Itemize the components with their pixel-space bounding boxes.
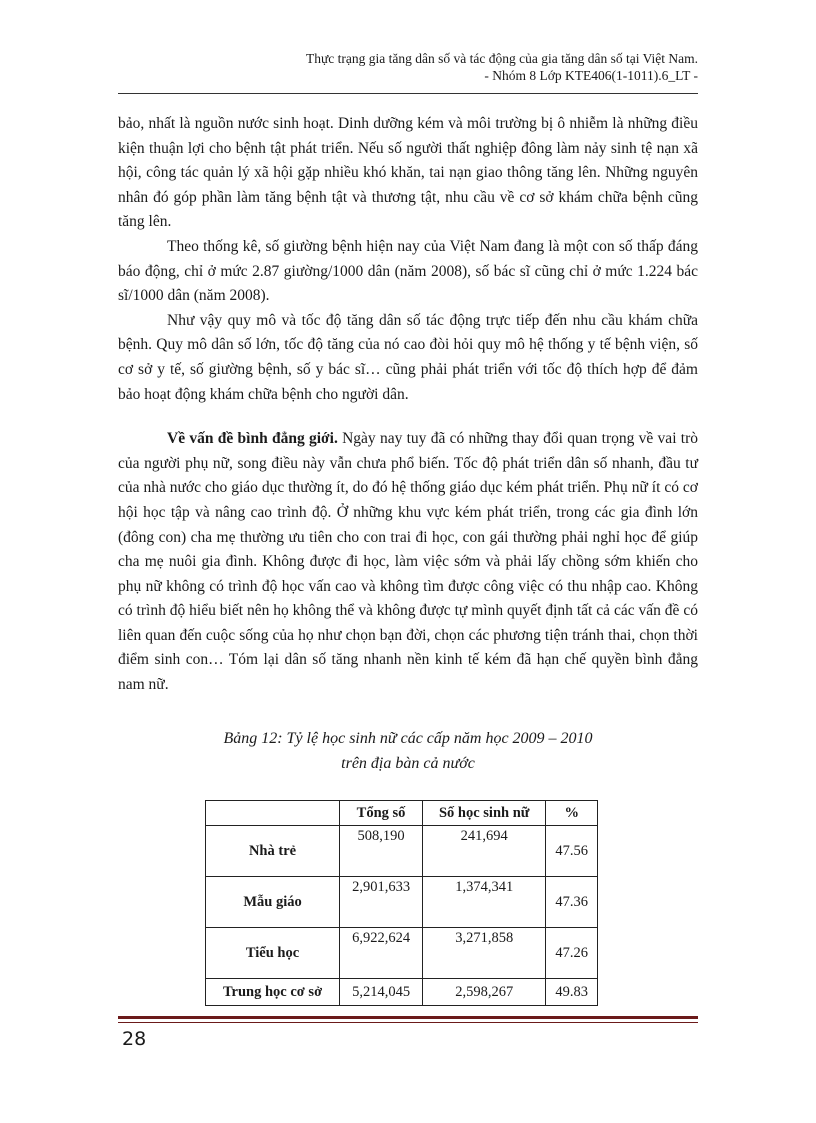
header-title: Thực trạng gia tăng dân số và tác động của gia tăng dân số tại Việt Nam. [305, 51, 698, 66]
cell-percent: 47.36 [546, 877, 598, 928]
row-label: Mẫu giáo [206, 877, 340, 928]
paragraph-1: bảo, nhất là nguồn nước sinh hoạt. Dinh dưỡng kém và môi trường bị ô nhiễm là những điều kiện thuận lợi cho bệnh tật phát triển. Nếu số người thất nghiệp đông làm nảy sinh tệ nạn xã hội, công tác quản lý xã hội gặp nhiều khó khăn, tai nạn giao thông tăng lên. Những nguyên nhân đó góp phần làm tăng bệnh tật và thương tật, nhu cầu về cơ sở khám chữa bệnh cũng tăng lên. [118, 115, 698, 231]
header-group: - Nhóm 8 Lớp KTE406(1-1011).6_LT - [484, 68, 698, 83]
table-caption [118, 726, 698, 776]
female-students-table [205, 800, 598, 1006]
cell-total: 508,190 [340, 826, 423, 877]
table-header-row [206, 801, 598, 826]
cell-percent: 47.56 [546, 826, 598, 877]
paragraph-4-text: Ngày nay tuy đã có những thay đổi quan trọng về vai trò của người phụ nữ, song điều này vẫn chưa phổ biến. Tốc độ phát triển dân số nhanh, đầu tư của nhà nước cho giáo dục thường ít, do đó hệ thống giáo dục kém phát triển. Phụ nữ ít có cơ hội học tập và nâng cao trình độ. Ở những khu vực kém phát triển, trong các gia đình lớn (đông con) cha mẹ thường ưu tiên cho con trai đi học, con gái thường phải nghỉ học để giúp cha mẹ nuôi gia đình. Không được đi học, làm việc sớm và phải lấy chồng sớm khiến cho phụ nữ không có trình độ học vấn cao và không tìm được công việc có thu nhập cao. Không có trình độ hiểu biết nên họ không thể và không được tự mình quyết định tất cả các vấn đề có liên quan đến cuộc sống của họ như chọn bạn đời, chọn các phương tiện tránh thai, chọn thời điểm sinh con… Tóm lại dân số tăng nhanh nền kinh tế kém đã hạn chế quyền bình đẳng nam nữ. [118, 430, 698, 694]
row-label: Nhà trẻ [206, 826, 340, 877]
cell-total: 2,901,633 [340, 877, 423, 928]
row-label: Trung học cơ sở [206, 979, 340, 1006]
page-number: 28 [122, 1028, 147, 1050]
header-cell-blank [206, 801, 340, 826]
paragraph-4 [118, 427, 698, 698]
table-row [206, 979, 598, 1006]
paragraph-3: Như vậy quy mô và tốc độ tăng dân số tác động trực tiếp đến nhu cầu khám chữa bệnh. Quy mô dân số lớn, tốc độ tăng của nó cao đòi hỏi quy mô hệ thống y tế bệnh viện, số cơ sở y tế, số giường bệnh, số y bác sĩ… cũng phải phát triển với tốc độ thích hợp để đảm bảo hoạt động khám chữa bệnh cho người dân. [118, 311, 698, 403]
body-text [118, 112, 698, 698]
header-cell-percent: % [546, 801, 598, 826]
cell-female: 3,271,858 [423, 928, 546, 979]
cell-female: 241,694 [423, 826, 546, 877]
cell-female: 1,374,341 [423, 877, 546, 928]
cell-total: 6,922,624 [340, 928, 423, 979]
paragraph-2: Theo thống kê, số giường bệnh hiện nay của Việt Nam đang là một con số thấp đáng báo động, chỉ ở mức 2.87 giường/1000 dân (năm 2008), số bác sĩ cũng chỉ ở mức 1.224 bác sĩ/1000 dân (năm 2008). [118, 237, 698, 305]
cell-total: 5,214,045 [340, 979, 423, 1006]
table-row [206, 826, 598, 877]
header-cell-female: Số học sinh nữ [423, 801, 546, 826]
table-caption-line-1: Bảng 12: Tỷ lệ học sinh nữ các cấp năm học 2009 – 2010 [223, 730, 593, 747]
table-caption-line-2: trên địa bàn cả nước [341, 755, 475, 772]
running-header [118, 50, 698, 84]
paragraph-4-lead: Về vấn đề bình đẳng giới. [167, 430, 338, 448]
footer-rule-thick [118, 1016, 698, 1019]
header-cell-total: Tổng số [340, 801, 423, 826]
footer-rule-thin [118, 1022, 698, 1023]
cell-percent: 49.83 [546, 979, 598, 1006]
row-label: Tiểu học [206, 928, 340, 979]
table-row [206, 877, 598, 928]
cell-female: 2,598,267 [423, 979, 546, 1006]
cell-percent: 47.26 [546, 928, 598, 979]
table-row [206, 928, 598, 979]
header-divider [118, 93, 698, 94]
